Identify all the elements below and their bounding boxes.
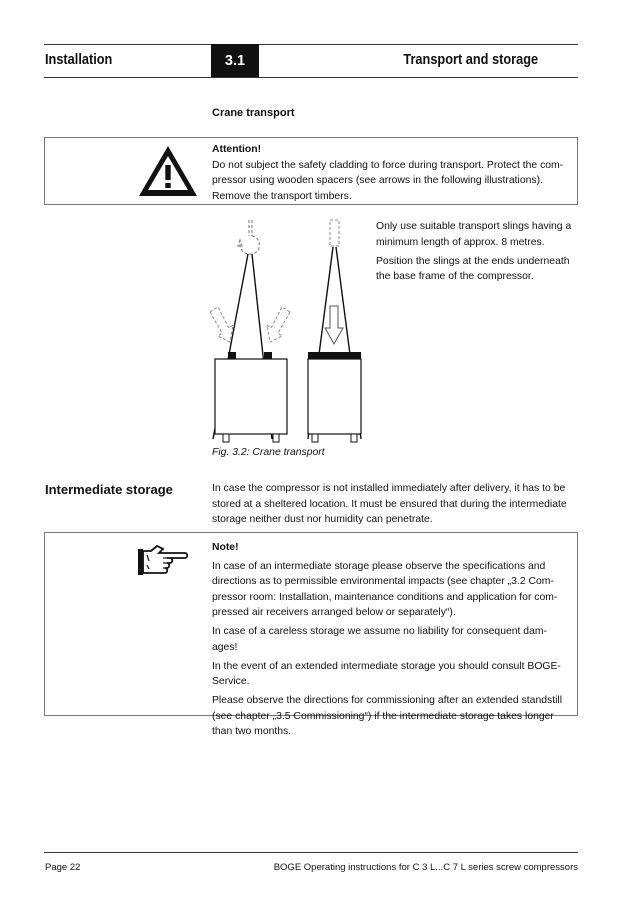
storage-body-line: storage neither dust nor humidity can penetrate. — [212, 514, 433, 525]
page-number: Page 22 — [45, 862, 81, 873]
footer-rule — [44, 852, 578, 853]
note-title: Note! — [212, 542, 239, 553]
note-text — [212, 540, 574, 743]
attention-line: Remove the transport timbers. — [212, 190, 352, 202]
section-title: Transport and storage — [403, 52, 538, 68]
note-line: directions as to permissible environmental impacts (see chapter „3.2 Com- — [212, 576, 554, 587]
note-line: In case of a careless storage we assume no liability for consequent dam- — [212, 626, 547, 637]
attention-title: Attention! — [212, 144, 262, 155]
note-box — [44, 532, 578, 737]
note-line: than two months. — [212, 726, 292, 737]
sling-text-line: Only use suitable transport slings having a — [376, 221, 572, 232]
chapter-name: Installation — [45, 52, 113, 68]
figure-caption: Fig. 3.2: Crane transport — [212, 447, 325, 458]
note-line: pressor room: Installation, maintenance conditions and application for com- — [212, 591, 558, 603]
intermediate-storage-heading: Intermediate storage — [45, 482, 173, 497]
note-line: In case of an intermediate storage please observe the specifications and — [212, 560, 546, 572]
note-line: (see chapter „3.5 Commissioning“) if the intermediate storage takes longer — [212, 710, 554, 722]
storage-body-line: stored at a sheltered location. It must be ensured that during the intermediate — [212, 498, 567, 510]
document-title: BOGE Operating instructions for C 3 L...C 7 L series screw compressors — [273, 862, 578, 873]
crane-transport-heading: Crane transport — [212, 107, 295, 119]
sling-text-line: the base frame of the compressor. — [376, 271, 534, 282]
note-line: Please observe the directions for commissioning after an extended standstill — [212, 695, 563, 706]
attention-line: Do not subject the safety cladding to force during transport. Protect the com- — [212, 159, 564, 171]
note-line: In the event of an extended intermediate storage you should consult BOGE- — [212, 660, 561, 672]
attention-line: pressor using wooden spacers (see arrows in the following illustrations). — [212, 175, 543, 186]
warning-triangle-icon — [137, 144, 199, 198]
note-line: ages! — [212, 641, 238, 653]
storage-body-line: In case the compressor is not installed immediately after delivery, it has to be — [212, 483, 566, 494]
attention-text — [212, 142, 572, 204]
chapter-number: 3.1 — [211, 44, 259, 77]
crane-transport-figure — [200, 214, 375, 446]
attention-box — [44, 137, 578, 205]
sling-text-line: minimum length of approx. 8 metres. — [376, 236, 545, 248]
header-top-rule — [44, 44, 578, 45]
note-line: pressed air receivers arranged below or separately“). — [212, 607, 456, 618]
pointing-hand-icon — [137, 543, 189, 579]
sling-text-line: Position the slings at the ends underneath — [376, 255, 570, 267]
note-line: Service. — [212, 676, 250, 687]
header-bottom-rule — [44, 77, 578, 78]
storage-body — [212, 481, 582, 528]
sling-instructions — [376, 219, 586, 288]
crane-hook-icon — [238, 220, 260, 254]
